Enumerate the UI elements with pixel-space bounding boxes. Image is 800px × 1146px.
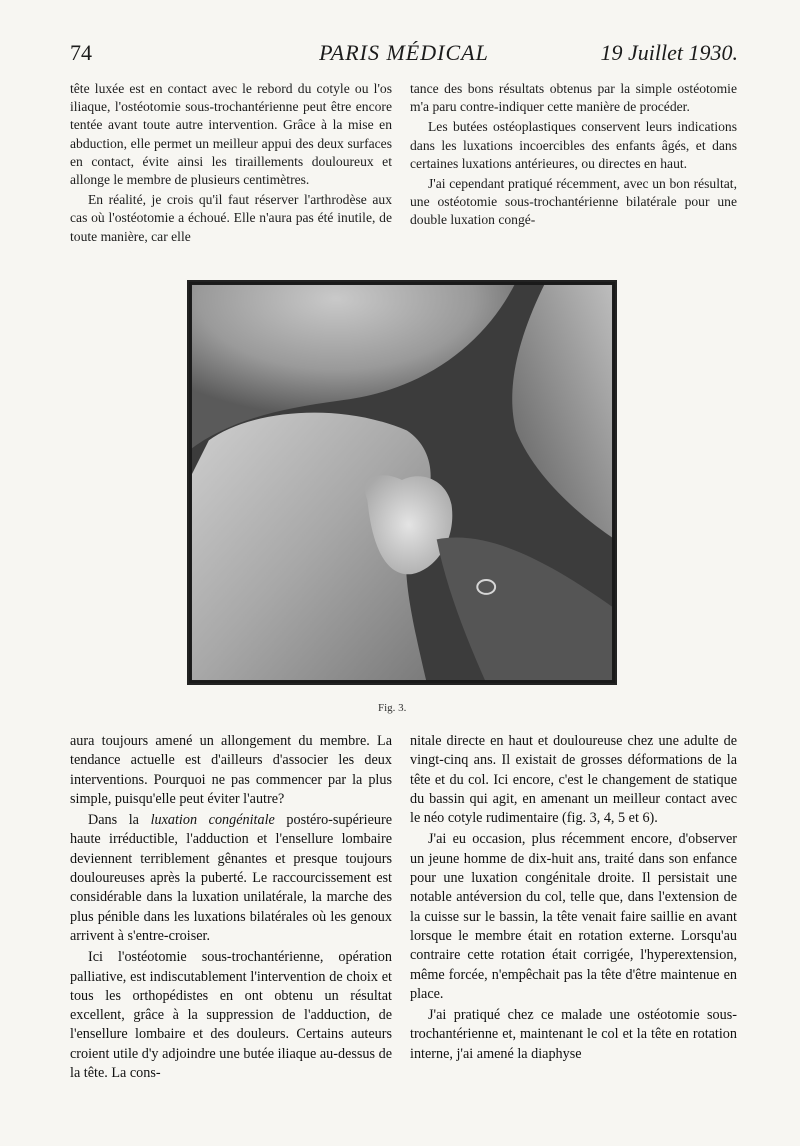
- hip-xray-image: [189, 282, 615, 683]
- paragraph: [70, 811, 392, 946]
- paragraph: aura toujours amené un allongement du membre. La tendance actuelle est d'ailleurs d'associer les deux interventions. Pourquoi ne pas commencer par la plus simple, puisqu'elle peut éviter l'autre?: [70, 733, 392, 807]
- top-left-column: [70, 80, 392, 246]
- figure-caption: Fig. 3.: [378, 702, 407, 714]
- paragraph: tance des bons résultats obtenus par la simple ostéotomie m'a paru contre-indiquer cette manière de procéder.: [410, 81, 737, 115]
- italic-term: luxation congénitale: [150, 812, 275, 829]
- xray-figure: [187, 280, 617, 685]
- paragraph: J'ai pratiqué chez ce malade une ostéotomie sous-trochantérienne et, maintenant le col et la tête en rotation interne, j'ai amené la diaphyse: [410, 1007, 737, 1062]
- bottom-right-column: [410, 732, 737, 1064]
- text-run: postéro-supérieure haute irréductible, l'adduction et l'ensellure lombaire deviennent terriblement gênantes et presque toujours douloureuses après la puberté. Le raccourcissement est considérable dans la luxation unilatérale, la marche des plus pénible dans les luxations bilatérales où les genoux arrivent à s'entre-croiser.: [70, 812, 392, 944]
- bottom-left-column: [70, 732, 392, 1083]
- paragraph: J'ai eu occasion, plus récemment encore, d'observer un jeune homme de dix-huit ans, traité dans son enfance pour une luxation congénitale droite. Il persistait une notable antéversion du col, telle que, dans l'extension de la cuisse sur le bassin, la tête venait faire saillie en avant lorsque le membre était en rotation externe. Lorsqu'au contraire cette rotation était corrigée, l'hyperextension, même forcée, n'empêchait pas la tête d'être maintenue en place.: [410, 831, 737, 1002]
- paragraph: nitale directe en haut et douloureuse chez une adulte de vingt-cinq ans. Il existait de grosses déformations de la tête et du col. Ici encore, c'est le changement de statique du bassin qui agit, en amenant un meilleur contact avec le néo cotyle rudimentaire (fig. 3, 4, 5 et 6).: [410, 733, 737, 827]
- issue-date: 19 Juillet 1930.: [600, 40, 738, 65]
- page-header: [70, 40, 738, 70]
- page-number: 74: [70, 40, 92, 65]
- paragraph: Les butées ostéoplastiques conservent leurs indications dans les luxations incoercibles des enfants âgés, et dans certaines luxations antérieures, ou directes en haut.: [410, 119, 737, 171]
- paragraph: tête luxée est en contact avec le rebord du cotyle ou l'os iliaque, l'ostéotomie sous-trochantérienne peut être encore tentée avant toute autre intervention. Grâce à la mise en abduction, elle permet un meilleur appui des deux surfaces en contact, évite ainsi les tiraillements douloureux et allonge le membre de plusieurs centimètres.: [70, 81, 392, 188]
- paragraph: Ici l'ostéotomie sous-trochantérienne, opération palliative, est indiscutablement l'intervention de choix et tous les orthopédistes en ont obtenu un résultat excellent, grâce à la suppression de l'adduction, de l'ensellure lombaire et des douleurs. Certains auteurs croient utile d'y adjoindre une butée iliaque au-dessus de la tête. La cons-: [70, 949, 392, 1082]
- paragraph: J'ai cependant pratiqué récemment, avec un bon résultat, une ostéotomie sous-trochantérienne bilatérale pour une double luxation congé-: [410, 176, 737, 228]
- top-right-column: [410, 80, 737, 230]
- journal-title: PARIS MÉDICAL: [319, 40, 489, 65]
- text-run: Dans la: [88, 812, 151, 829]
- paragraph: En réalité, je crois qu'il faut réserver l'arthrodèse aux cas où l'ostéotomie a échoué. Elle n'aura pas été inutile, de toute manière, car elle: [70, 192, 392, 244]
